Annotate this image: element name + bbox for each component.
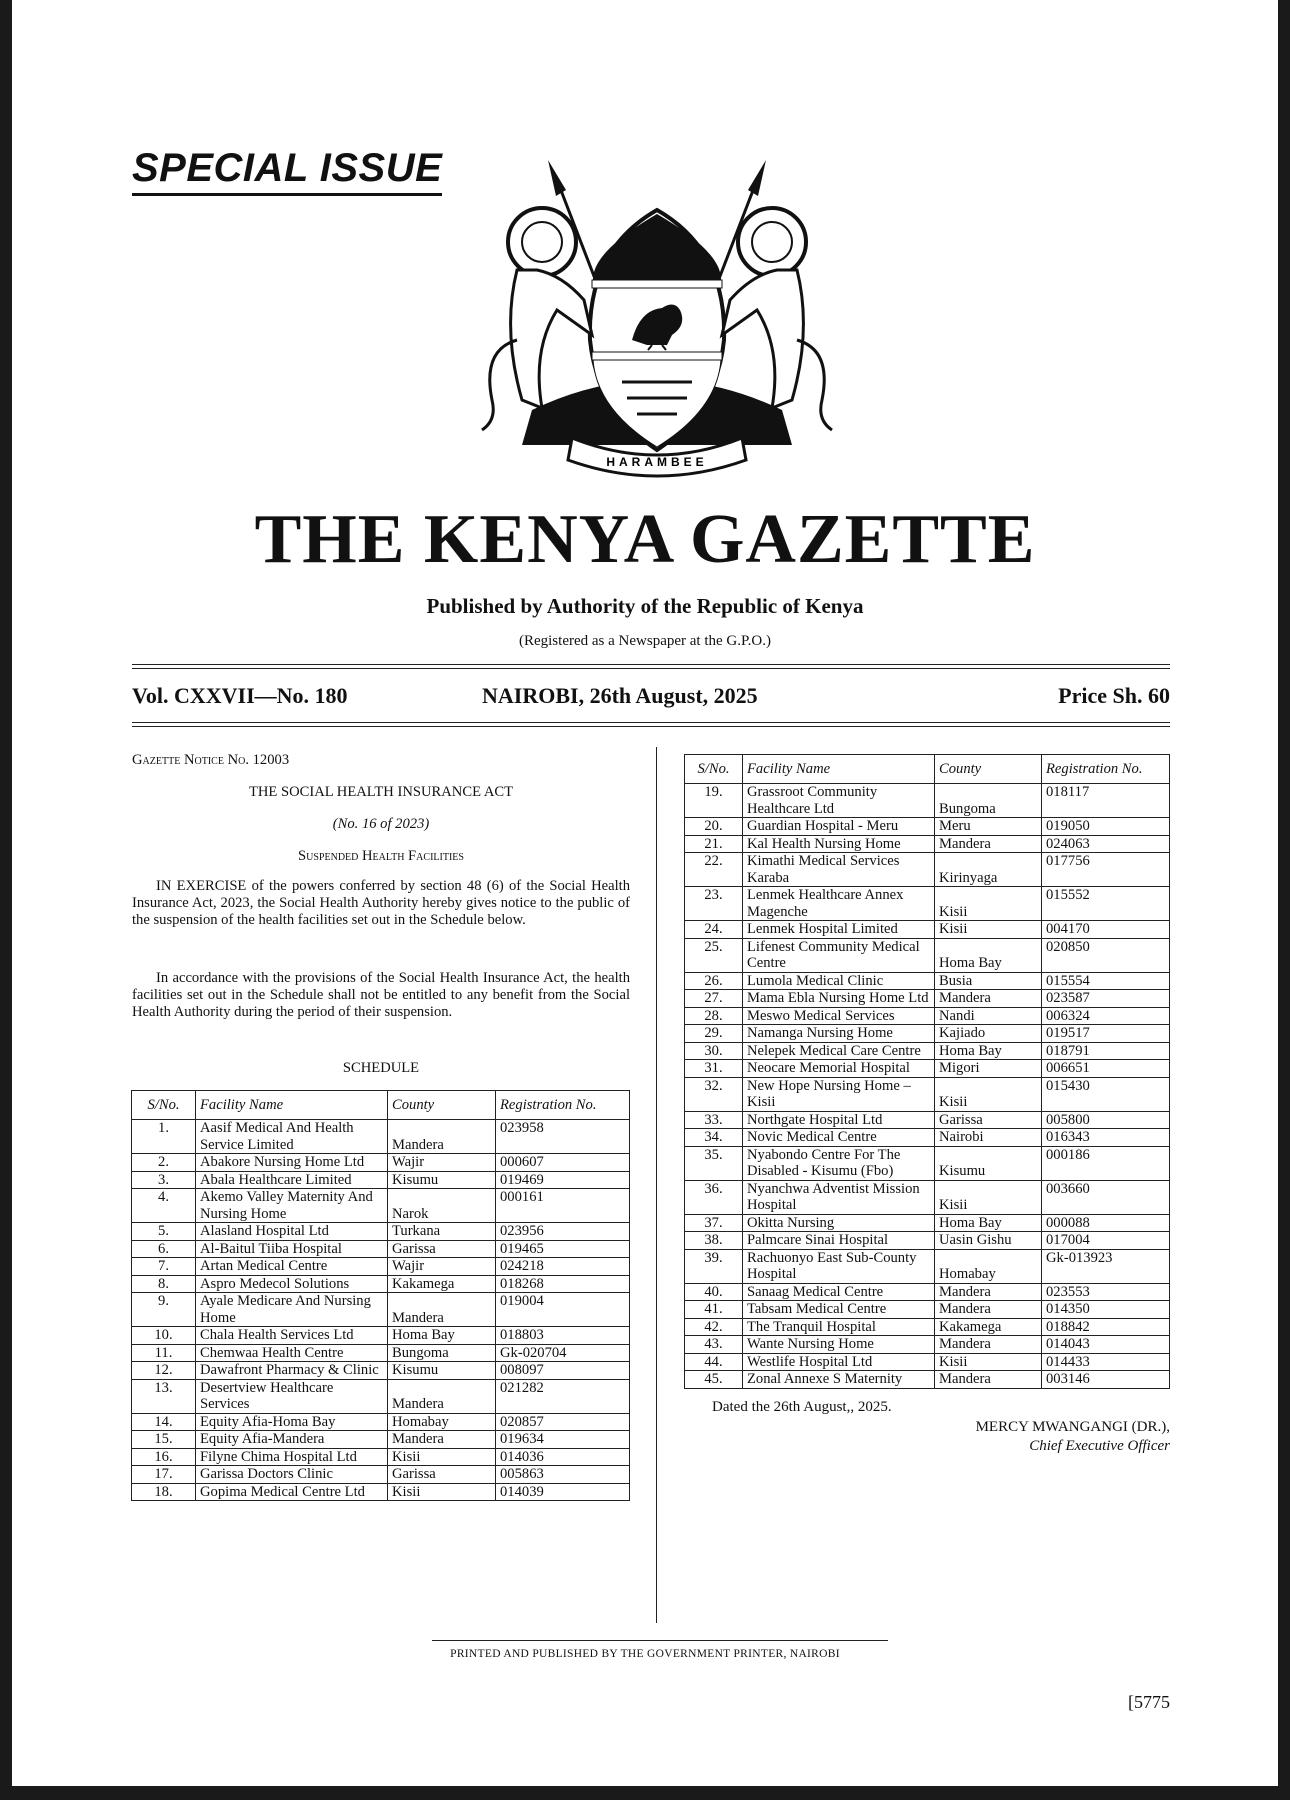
county-cell: Mandera	[935, 835, 1042, 853]
table-row	[685, 990, 1170, 1008]
facility-cell: Neocare Memorial Hospital	[743, 1060, 935, 1078]
sno-cell: 37.	[685, 1214, 743, 1232]
reg-cell: 024218	[496, 1258, 630, 1276]
table-row	[132, 1344, 630, 1362]
facility-cell: Akemo Valley Maternity And Nursing Home	[196, 1189, 388, 1223]
county-cell: Mandera	[388, 1431, 496, 1449]
reg-cell: 000186	[1042, 1146, 1170, 1180]
facility-cell: The Tranquil Hospital	[743, 1318, 935, 1336]
facility-cell: Grassroot Community Healthcare Ltd	[743, 784, 935, 818]
header-sno: S/No.	[685, 755, 743, 784]
county-cell: Homa Bay	[935, 1214, 1042, 1232]
dated-line: Dated the 26th August,, 2025.	[712, 1399, 892, 1415]
county-cell: Kisumu	[388, 1171, 496, 1189]
sno-cell: 20.	[685, 818, 743, 836]
masthead-rule-top-2	[132, 668, 1170, 669]
facility-cell: Lifenest Community Medical Centre	[743, 938, 935, 972]
reg-cell: 015552	[1042, 887, 1170, 921]
reg-cell: 014039	[496, 1483, 630, 1501]
sno-cell: 9.	[132, 1293, 196, 1327]
table-row	[685, 1283, 1170, 1301]
facility-cell: Nelepek Medical Care Centre	[743, 1042, 935, 1060]
sno-cell: 33.	[685, 1111, 743, 1129]
sno-cell: 19.	[685, 784, 743, 818]
county-cell: Kajiado	[935, 1025, 1042, 1043]
facility-cell: Kal Health Nursing Home	[743, 835, 935, 853]
table-row	[685, 1146, 1170, 1180]
printer-footer: PRINTED AND PUBLISHED BY THE GOVERNMENT PRINTER, NAIROBI	[450, 1648, 840, 1660]
reg-cell: 020857	[496, 1413, 630, 1431]
reg-cell: 014036	[496, 1448, 630, 1466]
sno-cell: 15.	[132, 1431, 196, 1449]
sno-cell: 22.	[685, 853, 743, 887]
sno-cell: 45.	[685, 1371, 743, 1389]
county-cell: Nairobi	[935, 1129, 1042, 1147]
reg-cell: 017756	[1042, 853, 1170, 887]
table-row	[685, 1371, 1170, 1389]
sno-cell: 28.	[685, 1007, 743, 1025]
table-row	[685, 1232, 1170, 1250]
reg-cell: 003146	[1042, 1371, 1170, 1389]
reg-cell: 018268	[496, 1275, 630, 1293]
facility-cell: Gopima Medical Centre Ltd	[196, 1483, 388, 1501]
table-row	[685, 1060, 1170, 1078]
schedule-table-left	[131, 1090, 630, 1501]
facility-cell: Equity Afia-Mandera	[196, 1431, 388, 1449]
reg-cell: 014433	[1042, 1353, 1170, 1371]
county-cell: Garissa	[935, 1111, 1042, 1129]
facility-cell: Namanga Nursing Home	[743, 1025, 935, 1043]
reg-cell: 015554	[1042, 972, 1170, 990]
table-row	[685, 784, 1170, 818]
table-row	[132, 1275, 630, 1293]
reg-cell: 017004	[1042, 1232, 1170, 1250]
reg-cell: 023958	[496, 1120, 630, 1154]
reg-cell: 016343	[1042, 1129, 1170, 1147]
county-cell: Kakamega	[388, 1275, 496, 1293]
sno-cell: 35.	[685, 1146, 743, 1180]
reg-cell: 014350	[1042, 1301, 1170, 1319]
table-row	[132, 1240, 630, 1258]
reg-cell: Gk-013923	[1042, 1249, 1170, 1283]
facility-cell: Filyne Chima Hospital Ltd	[196, 1448, 388, 1466]
special-issue-label: SPECIAL ISSUE	[132, 146, 442, 196]
reg-cell: 019465	[496, 1240, 630, 1258]
sno-cell: 27.	[685, 990, 743, 1008]
page-number: [5775	[1128, 1692, 1170, 1712]
gazette-page	[12, 0, 1278, 1786]
county-cell: Mandera	[935, 1336, 1042, 1354]
county-cell: Kisii	[935, 1180, 1042, 1214]
table-row	[132, 1154, 630, 1172]
notice-heading: Suspended Health Facilities	[298, 848, 464, 864]
sno-cell: 39.	[685, 1249, 743, 1283]
act-number: (No. 16 of 2023)	[332, 816, 430, 832]
reg-cell: 006651	[1042, 1060, 1170, 1078]
county-cell: Homabay	[935, 1249, 1042, 1283]
table-row	[132, 1466, 630, 1484]
sno-cell: 44.	[685, 1353, 743, 1371]
county-cell: Mandera	[935, 1283, 1042, 1301]
table-row	[132, 1293, 630, 1327]
table-row	[685, 1214, 1170, 1232]
reg-cell: 019634	[496, 1431, 630, 1449]
facility-cell: Abala Healthcare Limited	[196, 1171, 388, 1189]
reg-cell: 019517	[1042, 1025, 1170, 1043]
reg-cell: 023553	[1042, 1283, 1170, 1301]
schedule-title: SCHEDULE	[342, 1060, 420, 1076]
county-cell: Homa Bay	[388, 1327, 496, 1345]
header-county: County	[388, 1091, 496, 1120]
reg-cell: 018117	[1042, 784, 1170, 818]
facility-cell: Sanaag Medical Centre	[743, 1283, 935, 1301]
county-cell: Kisii	[388, 1483, 496, 1501]
act-title: THE SOCIAL HEALTH INSURANCE ACT	[248, 784, 514, 800]
county-cell: Mandera	[935, 990, 1042, 1008]
facility-cell: Nyanchwa Adventist Mission Hospital	[743, 1180, 935, 1214]
notice-number-text: Gazette Notice No. 12003	[132, 752, 290, 768]
sno-cell: 30.	[685, 1042, 743, 1060]
facility-cell: Novic Medical Centre	[743, 1129, 935, 1147]
facility-cell: Mama Ebla Nursing Home Ltd	[743, 990, 935, 1008]
table-header-row	[132, 1091, 630, 1120]
county-cell: Kisii	[935, 1077, 1042, 1111]
table-row	[685, 853, 1170, 887]
table-row	[685, 1025, 1170, 1043]
facility-cell: Desertview Healthcare Services	[196, 1379, 388, 1413]
sno-cell: 16.	[132, 1448, 196, 1466]
facility-cell: Okitta Nursing	[743, 1214, 935, 1232]
reg-cell: 020850	[1042, 938, 1170, 972]
sno-cell: 24.	[685, 921, 743, 939]
sno-cell: 34.	[685, 1129, 743, 1147]
facility-cell: Lenmek Healthcare Annex Magenche	[743, 887, 935, 921]
reg-cell: 024063	[1042, 835, 1170, 853]
county-cell: Busia	[935, 972, 1042, 990]
table-row	[132, 1413, 630, 1431]
place-date: NAIROBI, 26th August, 2025	[482, 683, 758, 708]
masthead-rule-bottom	[132, 722, 1170, 723]
facility-cell: Aasif Medical And Health Service Limited	[196, 1120, 388, 1154]
footer-rule	[432, 1640, 888, 1641]
sno-cell: 12.	[132, 1362, 196, 1380]
sno-cell: 2.	[132, 1154, 196, 1172]
reg-cell: 005863	[496, 1466, 630, 1484]
sno-cell: 4.	[132, 1189, 196, 1223]
county-cell: Kisii	[935, 887, 1042, 921]
facility-cell: New Hope Nursing Home – Kisii	[743, 1077, 935, 1111]
sno-cell: 26.	[685, 972, 743, 990]
published-by: Published by Authority of the Republic of Kenya	[426, 594, 864, 618]
sno-cell: 29.	[685, 1025, 743, 1043]
facility-cell: Lenmek Hospital Limited	[743, 921, 935, 939]
county-cell: Kisumu	[935, 1146, 1042, 1180]
reg-cell: Gk-020704	[496, 1344, 630, 1362]
facility-cell: Northgate Hospital Ltd	[743, 1111, 935, 1129]
facility-cell: Palmcare Sinai Hospital	[743, 1232, 935, 1250]
table-row	[685, 1353, 1170, 1371]
county-cell: Wajir	[388, 1258, 496, 1276]
facility-cell: Alasland Hospital Ltd	[196, 1223, 388, 1241]
sno-cell: 3.	[132, 1171, 196, 1189]
county-cell: Garissa	[388, 1466, 496, 1484]
county-cell: Bungoma	[935, 784, 1042, 818]
sno-cell: 1.	[132, 1120, 196, 1154]
reg-cell: 008097	[496, 1362, 630, 1380]
table-row	[685, 1180, 1170, 1214]
table-row	[132, 1258, 630, 1276]
county-cell: Homabay	[388, 1413, 496, 1431]
reg-cell: 004170	[1042, 921, 1170, 939]
sno-cell: 18.	[132, 1483, 196, 1501]
table-header-row	[685, 755, 1170, 784]
reg-cell: 023956	[496, 1223, 630, 1241]
county-cell: Turkana	[388, 1223, 496, 1241]
table-row	[685, 921, 1170, 939]
county-cell: Kisumu	[388, 1362, 496, 1380]
sno-cell: 38.	[685, 1232, 743, 1250]
county-cell: Mandera	[388, 1379, 496, 1413]
county-cell: Mandera	[388, 1293, 496, 1327]
county-cell: Kisii	[388, 1448, 496, 1466]
reg-cell: 019469	[496, 1171, 630, 1189]
table-row	[685, 818, 1170, 836]
sno-cell: 17.	[132, 1466, 196, 1484]
reg-cell: 018791	[1042, 1042, 1170, 1060]
table-row	[685, 1318, 1170, 1336]
county-cell: Garissa	[388, 1240, 496, 1258]
facility-cell: Chala Health Services Ltd	[196, 1327, 388, 1345]
county-cell: Mandera	[935, 1371, 1042, 1389]
sno-cell: 32.	[685, 1077, 743, 1111]
table-row	[685, 887, 1170, 921]
county-cell: Mandera	[388, 1120, 496, 1154]
header-reg: Registration No.	[496, 1091, 630, 1120]
county-cell: Kirinyaga	[935, 853, 1042, 887]
facility-cell: Abakore Nursing Home Ltd	[196, 1154, 388, 1172]
county-cell: Wajir	[388, 1154, 496, 1172]
county-cell: Kisii	[935, 921, 1042, 939]
table-row	[685, 1249, 1170, 1283]
reg-cell: 014043	[1042, 1336, 1170, 1354]
county-cell: Narok	[388, 1189, 496, 1223]
column-divider	[656, 747, 657, 1623]
reg-cell: 003660	[1042, 1180, 1170, 1214]
masthead-rule-bottom-2	[132, 726, 1170, 727]
gazette-title: THE KENYA GAZETTE	[254, 501, 1036, 578]
facility-cell: Aspro Medecol Solutions	[196, 1275, 388, 1293]
table-row	[132, 1483, 630, 1501]
reg-cell: 018803	[496, 1327, 630, 1345]
reg-cell: 018842	[1042, 1318, 1170, 1336]
reg-cell: 000088	[1042, 1214, 1170, 1232]
sno-cell: 23.	[685, 887, 743, 921]
sno-cell: 7.	[132, 1258, 196, 1276]
sno-cell: 40.	[685, 1283, 743, 1301]
table-row	[685, 938, 1170, 972]
facility-cell: Meswo Medical Services	[743, 1007, 935, 1025]
table-row	[132, 1120, 630, 1154]
reg-cell: 000607	[496, 1154, 630, 1172]
sno-cell: 36.	[685, 1180, 743, 1214]
masthead-rule-top	[132, 664, 1170, 665]
table-row	[132, 1362, 630, 1380]
facility-cell: Equity Afia-Homa Bay	[196, 1413, 388, 1431]
table-row	[685, 1042, 1170, 1060]
facility-cell: Kimathi Medical Services Karaba	[743, 853, 935, 887]
facility-cell: Wante Nursing Home	[743, 1336, 935, 1354]
price: Price Sh. 60	[1058, 683, 1170, 708]
facility-cell: Artan Medical Centre	[196, 1258, 388, 1276]
table-row	[685, 1007, 1170, 1025]
table-row	[685, 1111, 1170, 1129]
signatory-name: MERCY MWANGANGI (DR.),	[975, 1419, 1170, 1435]
notice-number	[132, 752, 630, 769]
table-row	[132, 1189, 630, 1223]
facility-cell: Guardian Hospital - Meru	[743, 818, 935, 836]
sno-cell: 14.	[132, 1413, 196, 1431]
table-row	[132, 1223, 630, 1241]
header-facility: Facility Name	[196, 1091, 388, 1120]
registered-note: (Registered as a Newspaper at the G.P.O.)	[518, 633, 771, 649]
header-sno: S/No.	[132, 1091, 196, 1120]
reg-cell: 019004	[496, 1293, 630, 1327]
table-row	[132, 1448, 630, 1466]
sno-cell: 13.	[132, 1379, 196, 1413]
sno-cell: 8.	[132, 1275, 196, 1293]
sno-cell: 11.	[132, 1344, 196, 1362]
reg-cell: 006324	[1042, 1007, 1170, 1025]
sno-cell: 42.	[685, 1318, 743, 1336]
table-row	[685, 1336, 1170, 1354]
table-row	[685, 972, 1170, 990]
facility-cell: Zonal Annexe S Maternity	[743, 1371, 935, 1389]
signatory-title: Chief Executive Officer	[1029, 1438, 1170, 1454]
facility-cell: Westlife Hospital Ltd	[743, 1353, 935, 1371]
header-county: County	[935, 755, 1042, 784]
motto-text: HARAMBEE	[606, 455, 708, 469]
facility-cell: Rachuonyo East Sub-County Hospital	[743, 1249, 935, 1283]
table-row	[685, 1077, 1170, 1111]
schedule-table-right	[684, 754, 1170, 1389]
sno-cell: 5.	[132, 1223, 196, 1241]
facility-cell: Nyabondo Centre For The Disabled - Kisumu (Fbo)	[743, 1146, 935, 1180]
sno-cell: 31.	[685, 1060, 743, 1078]
facility-cell: Garissa Doctors Clinic	[196, 1466, 388, 1484]
facility-cell: Al-Baitul Tiiba Hospital	[196, 1240, 388, 1258]
header-reg: Registration No.	[1042, 755, 1170, 784]
county-cell: Meru	[935, 818, 1042, 836]
reg-cell: 015430	[1042, 1077, 1170, 1111]
county-cell: Migori	[935, 1060, 1042, 1078]
sno-cell: 25.	[685, 938, 743, 972]
facility-cell: Chemwaa Health Centre	[196, 1344, 388, 1362]
notice-paragraph-1	[132, 878, 630, 929]
reg-cell: 019050	[1042, 818, 1170, 836]
county-cell: Nandi	[935, 1007, 1042, 1025]
sno-cell: 21.	[685, 835, 743, 853]
reg-cell: 005800	[1042, 1111, 1170, 1129]
county-cell: Homa Bay	[935, 938, 1042, 972]
table-row	[685, 1129, 1170, 1147]
table-row	[685, 835, 1170, 853]
sno-cell: 6.	[132, 1240, 196, 1258]
reg-cell: 000161	[496, 1189, 630, 1223]
facility-cell: Ayale Medicare And Nursing Home	[196, 1293, 388, 1327]
para-1-text: IN EXERCISE of the powers conferred by section 48 (6) of the Social Health Insurance Act, 2023, the Social Health Authority hereby gives notice to the public of the suspension of the health facilities set out in the Schedule below.	[132, 878, 630, 928]
county-cell: Kakamega	[935, 1318, 1042, 1336]
county-cell: Mandera	[935, 1301, 1042, 1319]
table-row	[132, 1431, 630, 1449]
county-cell: Homa Bay	[935, 1042, 1042, 1060]
county-cell: Bungoma	[388, 1344, 496, 1362]
table-row	[685, 1301, 1170, 1319]
coat-of-arms-icon	[462, 160, 852, 490]
sno-cell: 41.	[685, 1301, 743, 1319]
county-cell: Kisii	[935, 1353, 1042, 1371]
sno-cell: 10.	[132, 1327, 196, 1345]
facility-cell: Lumola Medical Clinic	[743, 972, 935, 990]
reg-cell: 023587	[1042, 990, 1170, 1008]
volume-number: Vol. CXXVII—No. 180	[132, 683, 348, 708]
table-row	[132, 1171, 630, 1189]
table-row	[132, 1379, 630, 1413]
table-row	[132, 1327, 630, 1345]
facility-cell: Tabsam Medical Centre	[743, 1301, 935, 1319]
notice-paragraph-2	[132, 970, 630, 1021]
sno-cell: 43.	[685, 1336, 743, 1354]
facility-cell: Dawafront Pharmacy & Clinic	[196, 1362, 388, 1380]
county-cell: Uasin Gishu	[935, 1232, 1042, 1250]
reg-cell: 021282	[496, 1379, 630, 1413]
para-2-text: In accordance with the provisions of the Social Health Insurance Act, the health facilities set out in the Schedule shall not be entitled to any benefit from the Social Health Authority during the period of their suspension.	[132, 970, 630, 1020]
header-facility: Facility Name	[743, 755, 935, 784]
